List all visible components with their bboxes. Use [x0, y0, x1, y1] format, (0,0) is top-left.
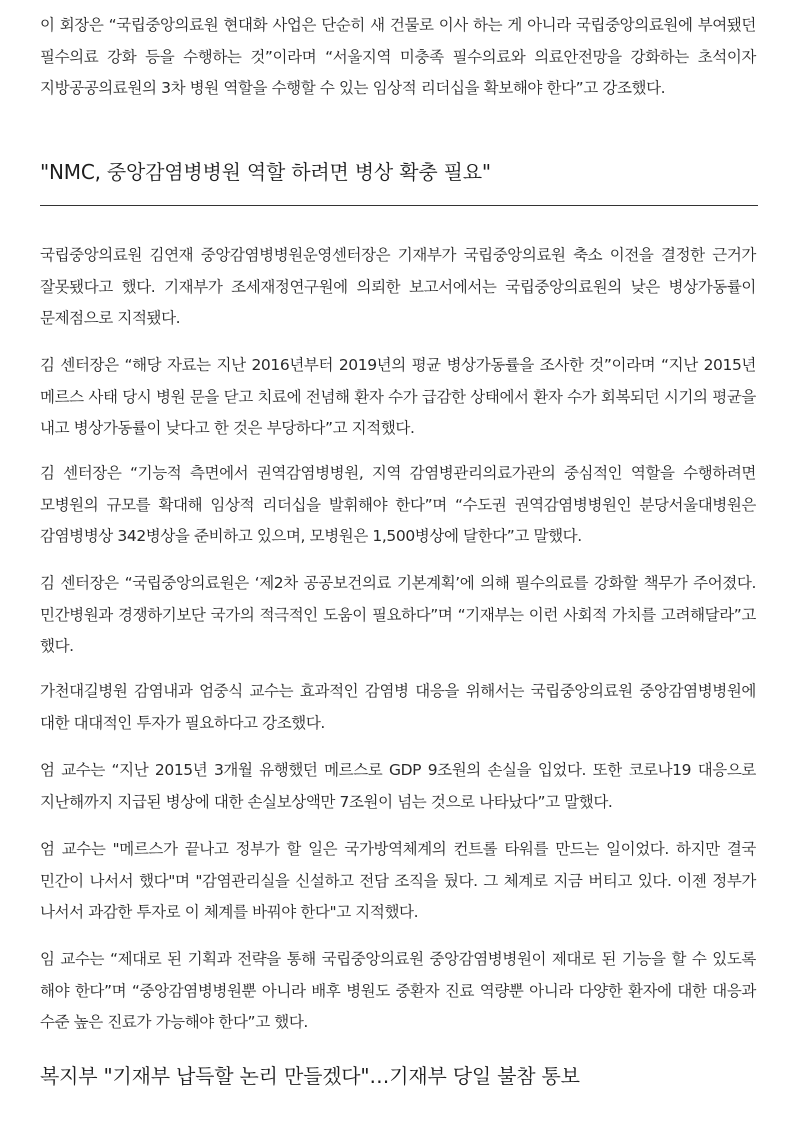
article-paragraph: 이 회장은 “국립중앙의료원 현대화 사업은 단순히 새 건물로 이사 하는 게 아니라 국립중앙의료원에 부여됐던 필수의료 강화 등을 수행하는 것”이라며 “서울지역 미충족 필수의료와 의료안전망을 강화하는 초석이자 지방공공의료원의 3차 병원 역할을 수행할 수 있는 임상적 리더십을 확보해야 한다”고 강조했다. — [40, 16, 756, 97]
article-paragraph: 엄 교수는 "메르스가 끝나고 정부가 할 일은 국가방역체계의 컨트롤 타워를 만드는 일이었다. 하지만 결국 민간이 나서서 했다"며 "감염관리실을 신설하고 전담 조직을 뒀다. 그 체계로 지금 버티고 있다. 이젠 정부가 나서서 과감한 투자로 이 체계를 바꿔야 한다"고 지적했다. — [40, 840, 756, 921]
article-paragraph: 가천대길병원 감염내과 엄중식 교수는 효과적인 감염병 대응을 위해서는 국립중앙의료원 중앙감염병병원에 대한 대대적인 투자가 필요하다고 강조했다. — [40, 682, 756, 732]
article-paragraph: 김 센터장은 “기능적 측면에서 권역감염병병원, 지역 감염병관리의료가관의 중심적인 역할을 수행하려면 모병원의 규모를 확대해 임상적 리더십을 발휘해야 한다”며 “수도권 권역감염병병원인 분당서울대병원은 감염병병상 342병상을 준비하고 있으며, 모병원은 1,500병상에 달한다”고 말했다. — [40, 464, 756, 545]
heading-underline — [40, 205, 758, 206]
article-paragraph: 국립중앙의료원 김연재 중앙감염병병원운영센터장은 기재부가 국립중앙의료원 축소 이전을 결정한 근거가 잘못됐다고 했다. 기재부가 조세재정연구원에 의뢰한 보고서에서는 국립중앙의료원의 낮은 병상가동률이 문제점으로 지적됐다. — [40, 246, 756, 327]
article-paragraph: 김 센터장은 “해당 자료는 지난 2016년부터 2019년의 평균 병상가동률을 조사한 것”이라며 “지난 2015년 메르스 사태 당시 병원 문을 닫고 치료에 전념해 환자 수가 급감한 상태에서 환자 수가 회복되던 시기의 평균을 내고 병상가동률이 낮다고 한 것은 부당하다”고 지적했다. — [40, 356, 756, 437]
article-paragraph: 임 교수는 “제대로 된 기획과 전략을 통해 국립중앙의료원 중앙감염병병원이 제대로 된 기능을 할 수 있도록 해야 한다”며 “중앙감염병병원뿐 아니라 배후 병원도 중환자 진료 역량뿐 아니라 다양한 환자에 대한 대응과 수준 높은 진료가 가능해야 한다”고 했다. — [40, 950, 756, 1031]
article-paragraph: 김 센터장은 “국립중앙의료원은 ‘제2차 공공보건의료 기본계획’에 의해 필수의료를 강화할 책무가 주어졌다. 민간병원과 경쟁하기보단 국가의 적극적인 도움이 필요하다”며 “기재부는 이런 사회적 가치를 고려해달라”고 했다. — [40, 574, 756, 655]
section-heading: 복지부 "기재부 납득할 논리 만들겠다"…기재부 당일 불참 통보 — [40, 1064, 580, 1088]
article-paragraph: 엄 교수는 “지난 2015년 3개월 유행했던 메르스로 GDP 9조원의 손실을 입었다. 또한 코로나19 대응으로 지난해까지 지급된 병상에 대한 손실보상액만 7조원이 넘는 것으로 나타났다”고 말했다. — [40, 761, 756, 811]
section-heading: "NMC, 중앙감염병병원 역할 하려면 병상 확충 필요" — [40, 160, 491, 184]
